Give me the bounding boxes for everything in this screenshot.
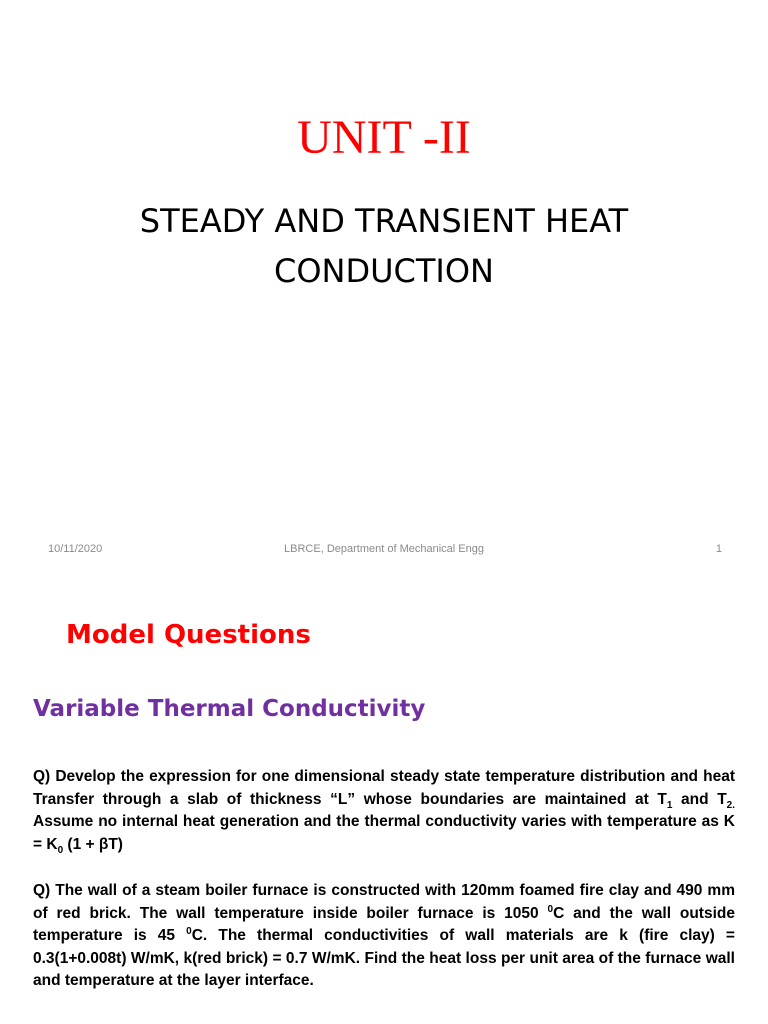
q1-sub-1: 1 — [666, 799, 673, 811]
q1-text-2: and T — [672, 790, 727, 808]
q2-sup-1: 0 — [547, 903, 554, 915]
q1-sub-3: 0 — [57, 844, 64, 856]
q1-text-1: Q) Develop the expression for one dimensional steady state temperature distribution and heat Transfer through a slab of thickness “L” whose boundaries are maintained at T — [33, 768, 735, 808]
footer-department: LBRCE, Department of Mechanical Engg — [284, 543, 484, 555]
unit-subtitle — [84, 196, 684, 296]
q1-sub-2: 2. — [726, 799, 736, 811]
subtitle-line-1: STEADY AND TRANSIENT HEAT — [139, 202, 629, 240]
question-1 — [33, 766, 735, 856]
q2-text-1: Q) The wall of a steam boiler furnace is constructed with 120mm foamed fire clay and 490 mm of red brick. The wall temperature inside boiler furnace is 1050 — [33, 882, 735, 922]
subtitle-line-2: CONDUCTION — [274, 252, 494, 290]
slide-2 — [0, 584, 768, 1024]
footer-page-number: 1 — [715, 543, 722, 555]
question-2 — [33, 880, 735, 993]
model-questions-heading: Model Questions — [66, 620, 311, 650]
unit-title: UNIT -II — [297, 111, 471, 164]
footer-date: 10/11/2020 — [48, 543, 103, 555]
q2-sup-2: 0 — [186, 925, 192, 937]
q1-text-3: Assume no internal heat generation and the thermal conductivity varies with temperature as K = K — [33, 813, 735, 853]
q2-text-3: C. The thermal conductivities of wall materials are k (fire clay) = 0.3(1+0.008t) W/mK, k(red brick) = 0.7 W/mK. Find the heat loss per unit area of the furnace wall and temperature at the layer interface. — [33, 927, 735, 989]
q1-text-4: (1 + βT) — [63, 835, 123, 853]
q2-text-2: C and the wall outside temperature is 45 — [33, 904, 735, 944]
variable-thermal-conductivity-heading: Variable Thermal Conductivity — [33, 696, 426, 722]
